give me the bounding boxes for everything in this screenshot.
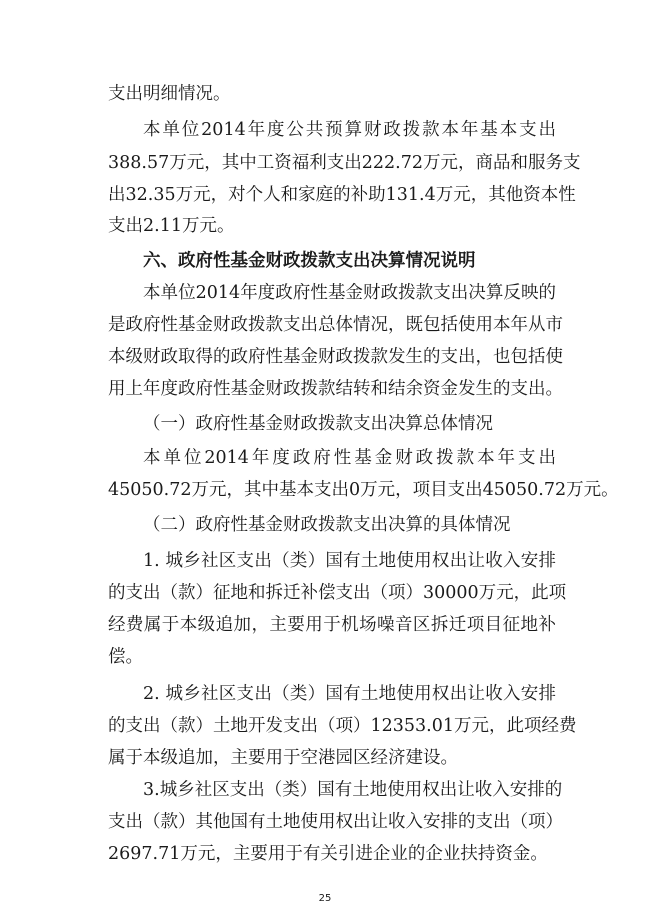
text-line: 本级财政取得的政府性基金财政拨款发生的支出，也包括使 xyxy=(108,347,563,367)
text-line: 388.57万元，其中工资福利支出222.72万元，商品和服务支 xyxy=(108,153,581,173)
text-line: 用上年度政府性基金财政拨款结转和结余资金发生的支出。 xyxy=(108,379,563,399)
text-line: 偿。 xyxy=(108,647,143,667)
text-line: 出32.35万元，对个人和家庭的补助131.4万元，其他资本性 xyxy=(108,185,576,205)
subsection-heading: （二）政府性基金财政拨款支出决算的具体情况 xyxy=(143,515,511,535)
text-line: 是政府性基金财政拨款支出总体情况，既包括使用本年从市 xyxy=(108,315,563,335)
text-line: 经费属于本级追加，主要用于机场噪音区拆迁项目征地补 xyxy=(108,615,556,635)
text-line: 的支出（款）土地开发支出（项）12353.01万元，此项经费 xyxy=(108,716,577,736)
text-line: 支出明细情况。 xyxy=(108,84,231,104)
text-line: 2. 城乡社区支出（类）国有土地使用权出让收入安排 xyxy=(143,684,556,704)
text-line: 1. 城乡社区支出（类）国有土地使用权出让收入安排 xyxy=(143,551,556,571)
text-line: 45050.72万元，其中基本支出0万元，项目支出45050.72万元。 xyxy=(108,480,619,500)
text-line: 的支出（款）征地和拆迁补偿支出（项）30000万元，此项 xyxy=(108,583,567,603)
text-line: 本单位2014年度政府性基金财政拨款本年支出 xyxy=(143,448,556,468)
section-heading: 六、政府性基金财政拨款支出决算情况说明 xyxy=(143,251,476,271)
subsection-heading: （一）政府性基金财政拨款支出决算总体情况 xyxy=(143,414,493,434)
text-line: 本单位2014年度政府性基金财政拨款支出决算反映的 xyxy=(143,283,556,303)
text-line: 本单位2014年度公共预算财政拨款本年基本支出 xyxy=(143,120,556,140)
text-line: 属于本级追加，主要用于空港园区经济建设。 xyxy=(108,748,458,768)
text-line: 3.城乡社区支出（类）国有土地使用权出让收入安排的 xyxy=(143,780,563,800)
text-line: 支出（款）其他国有土地使用权出让收入安排的支出（项） xyxy=(108,812,563,832)
text-line: 2697.71万元，主要用于有关引进企业的企业扶持资金。 xyxy=(108,844,548,864)
text-line: 支出2.11万元。 xyxy=(108,216,235,236)
page-number: 25 xyxy=(318,893,332,904)
